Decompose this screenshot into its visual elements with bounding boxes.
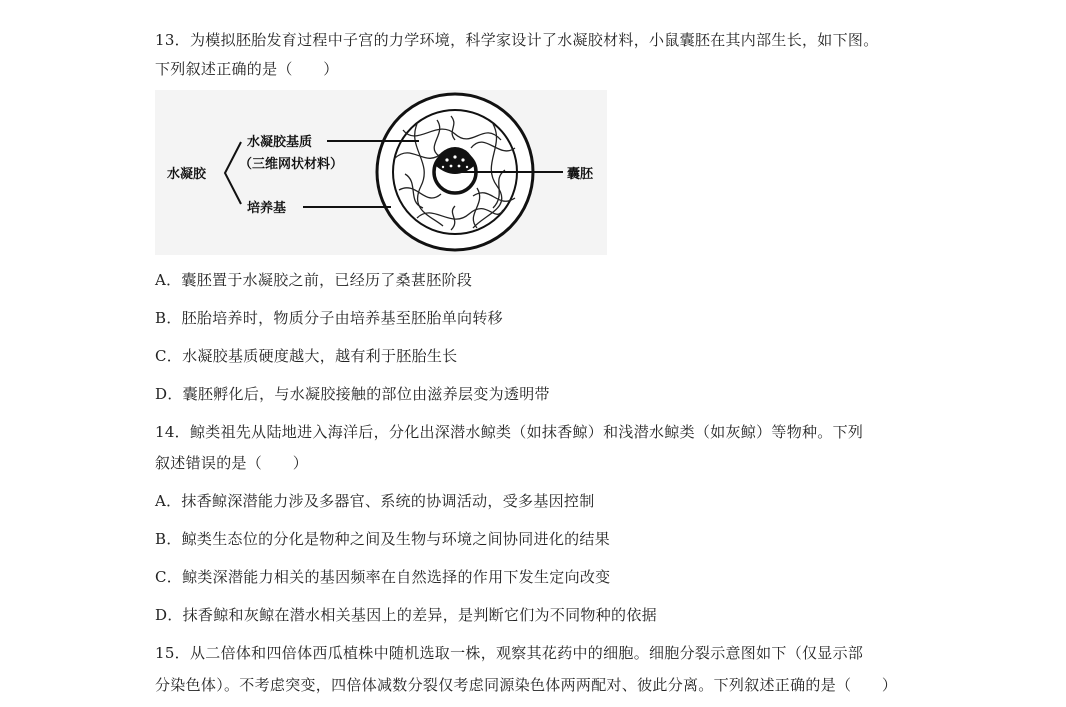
- q13-option-c: C．水凝胶基质硬度越大，越有利于胚胎生长: [155, 347, 458, 365]
- label-matrix-sub: （三维网状材料）: [239, 157, 344, 172]
- q15-stem-line-1: 15．从二倍体和四倍体西瓜植株中随机选取一株，观察其花药中的细胞。细胞分裂示意图如下（仅显示部: [155, 644, 864, 662]
- q14-option-a: A．抹香鲸深潜能力涉及多器官、系统的协调活动，受多基因控制: [155, 492, 595, 510]
- q14-option-c: C．鲸类深潜能力相关的基因频率在自然选择的作用下发生定向改变: [155, 568, 611, 586]
- label-medium: 培养基: [247, 201, 287, 216]
- label-matrix: 水凝胶基质: [247, 135, 313, 150]
- q15-stem-line-2: 分染色体）。不考虑突变，四倍体减数分裂仅考虑同源染色体两两配对、彼此分离。下列叙述正确的是（ ）: [155, 676, 898, 694]
- q14-option-d: D．抹香鲸和灰鲸在潜水相关基因上的差异，是判断它们为不同物种的依据: [155, 606, 657, 624]
- hydrogel-blastocyst-figure: [155, 90, 607, 255]
- label-hydrogel: 水凝胶: [167, 167, 207, 182]
- label-blastocyst: 囊胚: [567, 167, 594, 182]
- q14-stem-line-1: 14．鲸类祖先从陆地进入海洋后，分化出深潜水鲸类（如抹香鲸）和浅潜水鲸类（如灰鲸）等物种。下列: [155, 423, 864, 441]
- q13-stem-line-1: 13．为模拟胚胎发育过程中子宫的力学环境，科学家设计了水凝胶材料，小鼠囊胚在其内部生长，如下图。: [155, 31, 879, 49]
- q13-stem-line-2: 下列叙述正确的是（ ）: [155, 60, 339, 78]
- q13-option-b: B．胚胎培养时，物质分子由培养基至胚胎单向转移: [155, 309, 503, 327]
- q14-option-b: B．鲸类生态位的分化是物种之间及生物与环境之间协同进化的结果: [155, 530, 611, 548]
- hydrogel-bracket: [225, 142, 241, 204]
- q14-stem-line-2: 叙述错误的是（ ）: [155, 454, 309, 472]
- figure-svg: [155, 90, 607, 255]
- q13-option-a: A．囊胚置于水凝胶之前，已经历了桑葚胚阶段: [155, 271, 473, 289]
- q13-option-d: D．囊胚孵化后，与水凝胶接触的部位由滋养层变为透明带: [155, 385, 550, 403]
